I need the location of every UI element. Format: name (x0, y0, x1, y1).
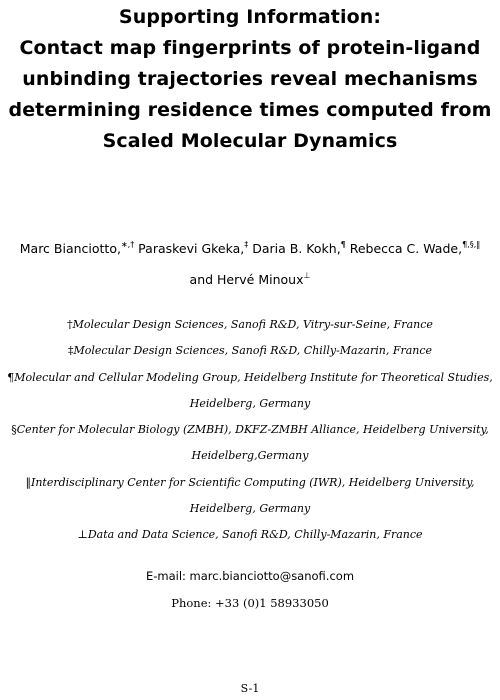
title-line-2: Contact map fingerprints of protein-ligand (19, 37, 481, 59)
author-marks: ⊥ (303, 271, 311, 280)
affiliation-mark: § (11, 423, 17, 437)
affiliation-text: Data and Data Science, Sanofi R&D, Chilly-Mazarin, France (87, 528, 423, 542)
author-name: Marc Bianciotto, (19, 241, 121, 256)
affiliation-line (0, 522, 500, 548)
affiliation-text: Center for Molecular Biology (ZMBH), DKFZ-ZMBH Alliance, Heidelberg University, (16, 423, 489, 437)
affiliation-text: Molecular and Cellular Modeling Group, Heidelberg Institute for Theoretical Studies, (14, 370, 493, 384)
affiliation-line (0, 391, 500, 417)
affiliation-text: Interdisciplinary Center for Scientific Computing (IWR), Heidelberg University, (31, 475, 475, 489)
page-number: S-1 (240, 682, 260, 695)
contact-phone: Phone: +33 (0)1 58933050 (171, 596, 329, 610)
author-marks: ‡ (244, 240, 249, 249)
affiliation-mark: ‡ (67, 344, 74, 358)
affiliation-line (0, 496, 500, 522)
author-name: and Hervé Minoux (189, 272, 304, 287)
author-line-1 (0, 233, 500, 264)
affiliation-text: Molecular Design Sciences, Sanofi R&D, Vitry-sur-Seine, France (72, 318, 433, 331)
author-marks: ¶ (340, 240, 346, 249)
title-line-5: Scaled Molecular Dynamics (102, 130, 398, 152)
affiliation-mark: ‖ (25, 475, 31, 489)
affiliation-line (0, 338, 500, 364)
title-line-4: determining residence times computed from (8, 99, 492, 121)
affiliation-mark: ¶ (7, 370, 15, 384)
affiliation-mark: † (67, 318, 73, 331)
author-marks: ∗,† (120, 240, 135, 249)
title-line-3: unbinding trajectories reveal mechanisms (22, 68, 478, 90)
author-marks: ¶,§,‖ (462, 240, 481, 249)
affiliation-text: Heidelberg,Germany (191, 449, 309, 463)
affiliation-line (0, 443, 500, 469)
affiliation-line (0, 365, 500, 391)
affiliation-text: Heidelberg, Germany (189, 502, 311, 516)
title-line-1: Supporting Information: (118, 6, 382, 28)
author-name: Rebecca C. Wade, (345, 241, 463, 256)
affiliation-text: Heidelberg, Germany (189, 396, 311, 410)
author-line-2 (0, 264, 500, 295)
affiliation-mark: ⊥ (77, 528, 88, 542)
author-name: Daria B. Kokh, (248, 241, 341, 256)
paper-title (6, 2, 494, 157)
affiliation-text: Molecular Design Sciences, Sanofi R&D, Chilly-Mazarin, France (73, 344, 433, 358)
contact-email: E-mail: marc.bianciotto@sanofi.com (145, 569, 355, 583)
author-name: Paraskevi Gkeka, (134, 241, 245, 256)
affiliation-line (0, 470, 500, 496)
author-list (0, 233, 500, 295)
affiliation-line (0, 312, 500, 338)
affiliation-line (0, 417, 500, 443)
affiliation-list (0, 312, 500, 549)
